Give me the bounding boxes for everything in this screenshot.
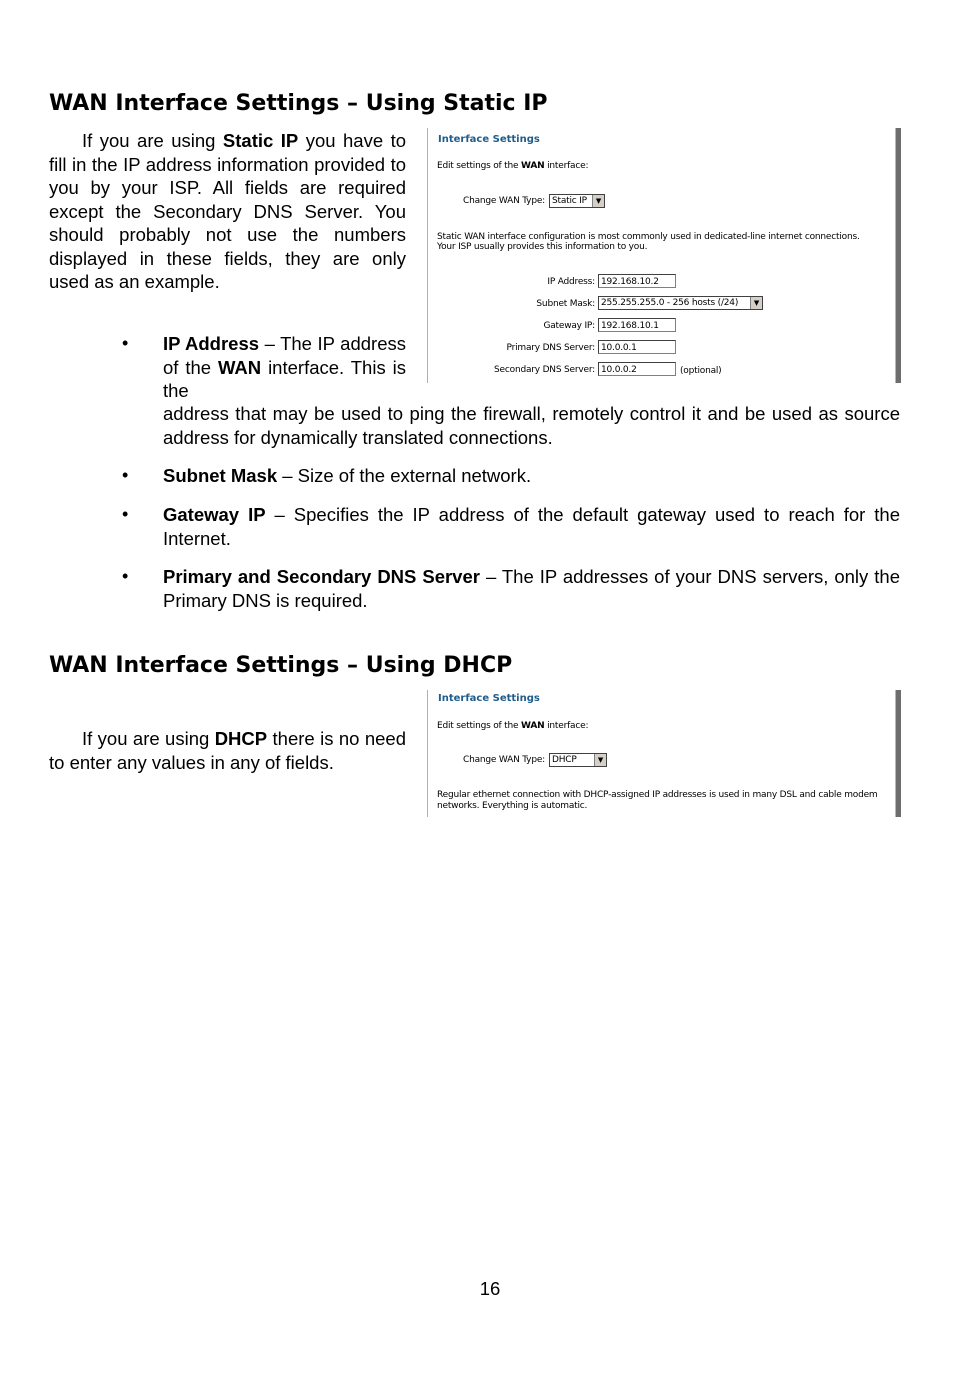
section-heading-dhcp: WAN Interface Settings – Using DHCP	[49, 653, 513, 678]
primary-dns-field[interactable]: 10.0.0.1	[598, 340, 676, 354]
bullet-ip-address	[113, 332, 900, 403]
panel-scrollbar	[895, 690, 901, 817]
static-ip-intro: If you are using Static IP you have to fill in the IP address information provided to you by your ISP. All fields are required except the Secondary DNS Server. You should probably not use the numbers displayed in these fields, they are only used as an example.	[49, 130, 407, 292]
primary-dns-label: Primary DNS Server:	[506, 343, 595, 353]
chevron-down-icon: ▼	[750, 297, 762, 309]
bullet-ip-address-text: IP Address – The IP address of the WAN interface. This is the	[163, 333, 406, 401]
dhcp-description-line2: networks. Everything is automatic.	[437, 801, 588, 811]
static-description-line1: Static WAN interface configuration is most commonly used in dedicated-line internet connections.	[437, 232, 860, 242]
bullet-ip-address-text-continued: address that may be used to ping the firewall, remotely control it and be used as source address for dynamically translated connections.	[163, 403, 900, 448]
bullet-icon: •	[122, 465, 129, 485]
bullet-ip-address-continued	[113, 402, 900, 449]
panel-title: Interface Settings	[438, 693, 540, 704]
dhcp-settings-screenshot	[427, 690, 901, 817]
optional-note: (optional)	[680, 366, 722, 376]
chevron-down-icon: ▼	[592, 195, 604, 207]
section-heading-static-ip: WAN Interface Settings – Using Static IP	[49, 91, 548, 116]
bullet-dns-server: • Primary and Secondary DNS Server – The IP addresses of your DNS servers, only the Primary DNS is required.	[122, 566, 900, 611]
secondary-dns-label: Secondary DNS Server:	[494, 365, 595, 375]
wan-type-select[interactable]: DHCP ▼	[549, 753, 607, 767]
bullet-subnet-mask: • Subnet Mask – Size of the external network.	[122, 465, 532, 486]
dhcp-intro: If you are using DHCP there is no need to enter any values in any of fields.	[49, 728, 406, 773]
subnet-mask-select[interactable]: 255.255.255.0 - 256 hosts (/24) ▼	[598, 296, 763, 310]
ip-address-label: IP Address:	[547, 277, 595, 287]
bullet-gateway-ip: • Gateway IP – Specifies the IP address of the default gateway used to reach for the Internet.	[122, 504, 901, 549]
bullet-icon: •	[122, 566, 129, 586]
static-description-line2: Your ISP usually provides this information to you.	[437, 242, 648, 252]
dhcp-description-line1: Regular ethernet connection with DHCP-assigned IP addresses is used in many DSL and cable modem	[437, 790, 878, 800]
bullet-icon: •	[122, 504, 129, 524]
bullet-icon: •	[122, 333, 129, 353]
edit-settings-text: Edit settings of the WAN interface:	[437, 721, 589, 731]
wan-type-label: Change WAN Type:	[463, 196, 545, 206]
secondary-dns-field[interactable]: 10.0.0.2	[598, 362, 676, 376]
panel-title: Interface Settings	[438, 134, 540, 145]
wan-type-select[interactable]: Static IP ▼	[549, 194, 605, 208]
subnet-mask-label: Subnet Mask:	[536, 299, 595, 309]
wan-type-label: Change WAN Type:	[463, 755, 545, 765]
chevron-down-icon: ▼	[594, 754, 606, 766]
page-number: 16	[479, 1278, 501, 1299]
ip-address-field[interactable]: 192.168.10.2	[598, 274, 676, 288]
gateway-ip-field[interactable]: 192.168.10.1	[598, 318, 676, 332]
edit-settings-text: Edit settings of the WAN interface:	[437, 161, 589, 171]
gateway-ip-label: Gateway IP:	[543, 321, 595, 331]
